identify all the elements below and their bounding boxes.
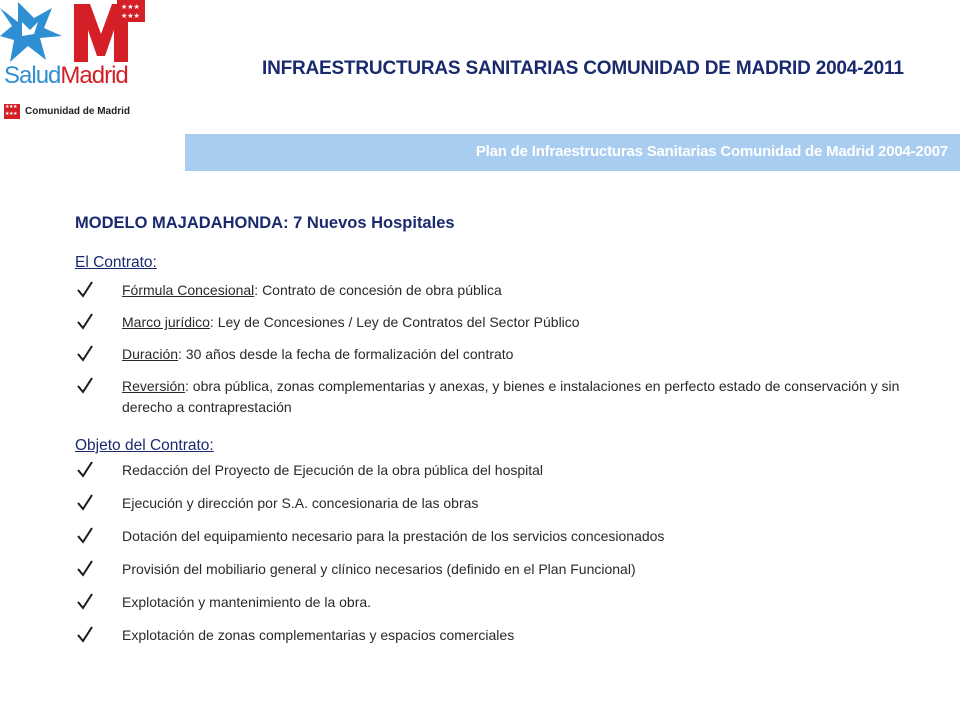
saludmadrid-wordmark: SaludMadrid	[4, 62, 128, 89]
checkmark-icon	[77, 526, 93, 544]
list-item: Explotación de zonas complementarias y espacios comerciales	[75, 625, 935, 646]
object-list	[75, 460, 935, 646]
checkmark-icon	[77, 493, 93, 511]
list-item: Ejecución y dirección por S.A. concesionaria de las obras	[75, 493, 935, 514]
checkmark-icon	[77, 280, 93, 298]
model-title: MODELO MAJADAHONDA: 7 Nuevos Hospitales	[75, 214, 455, 232]
checkmark-icon	[77, 344, 93, 362]
page-title: INFRAESTRUCTURAS SANITARIAS COMUNIDAD DE MADRID 2004-2011	[262, 58, 904, 79]
subtitle-bar	[185, 134, 960, 171]
contract-heading: El Contrato:	[75, 254, 157, 271]
checkmark-icon	[77, 376, 93, 394]
saludmadrid-logo	[0, 0, 160, 125]
list-item: Redacción del Proyecto de Ejecución de la obra pública del hospital	[75, 460, 935, 481]
subtitle-text: Plan de Infraestructuras Sanitarias Comunidad de Madrid 2004-2007	[475, 143, 948, 160]
list-item: Provisión del mobiliario general y clínico necesarios (definido en el Plan Funcional)	[75, 559, 935, 580]
comunidad-flag-icon: ★ ★ ★ ★ ★ ★	[4, 104, 20, 119]
checkmark-icon	[77, 625, 93, 643]
checkmark-icon	[77, 559, 93, 577]
comunidad-madrid-logo	[4, 104, 130, 119]
checkmark-icon	[77, 460, 93, 478]
comunidad-label: Comunidad de Madrid	[25, 106, 130, 117]
list-item: Marco jurídico: Ley de Concesiones / Ley de Contratos del Sector Público	[75, 312, 935, 333]
list-item: Duración: 30 años desde la fecha de formalización del contrato	[75, 344, 935, 365]
object-heading: Objeto del Contrato:	[75, 437, 214, 454]
svg-text:★★★: ★★★	[121, 3, 140, 11]
list-item: Fórmula Concesional: Contrato de concesión de obra pública	[75, 280, 935, 301]
list-item: Dotación del equipamiento necesario para la prestación de los servicios concesionados	[75, 526, 935, 547]
saludmadrid-emblem-icon	[0, 0, 160, 70]
checkmark-icon	[77, 312, 93, 330]
slide-content	[75, 212, 935, 658]
list-item: Reversión: obra pública, zonas complementarias y anexas, y bienes e instalaciones en perfecto estado de conservación y sin derecho a contraprestación	[75, 376, 935, 418]
list-item: Explotación y mantenimiento de la obra.	[75, 592, 935, 613]
contract-list	[75, 280, 935, 418]
checkmark-icon	[77, 592, 93, 610]
svg-text:★★★: ★★★	[121, 12, 140, 20]
